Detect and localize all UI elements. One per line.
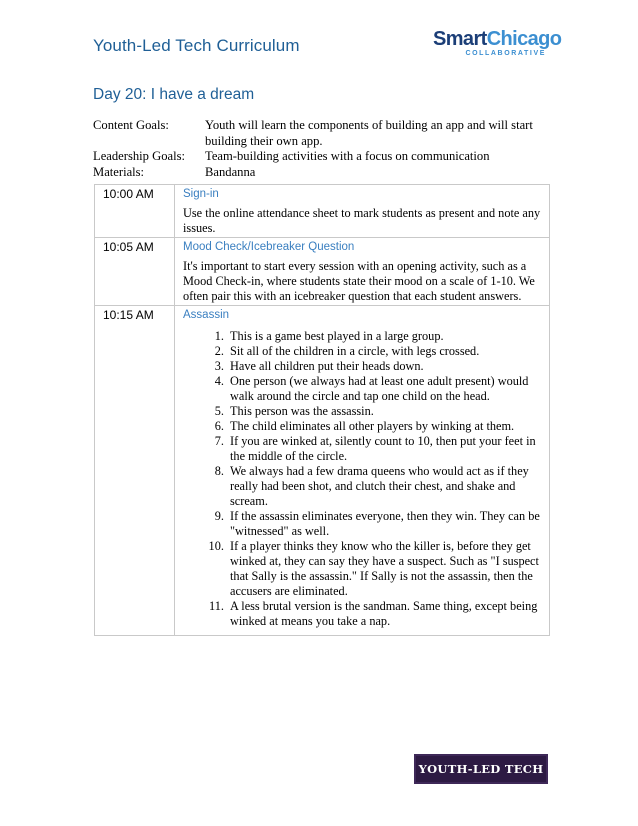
materials-value: Bandanna <box>205 164 256 179</box>
leadership-goals-row <box>93 149 563 165</box>
table-row <box>95 185 550 238</box>
materials-row <box>93 165 563 181</box>
logo-subtext: COLLABORATIVE <box>465 50 546 57</box>
list-item: 7. If you are winked at, silently count to 10, then put your feet in the middle of the circle. <box>227 434 543 464</box>
day-title: Day 20: I have a dream <box>93 86 255 103</box>
schedule-table <box>94 184 550 636</box>
content-goals-row <box>93 118 563 149</box>
activity-cell <box>175 306 550 636</box>
list-item: 8. We always had a few drama queens who would act as if they really had been shot, and clutch their chest, and shake and scream. <box>227 464 543 509</box>
list-item: 9. If the assassin eliminates everyone, then they win. They can be "witnessed" as well. <box>227 509 543 539</box>
logo-text-smart: Smart <box>433 28 487 50</box>
table-row <box>95 306 550 636</box>
content-goals-label: Content Goals: <box>93 118 169 132</box>
list-item: 11. A less brutal version is the sandman. Same thing, except being winked at means you take a nap. <box>227 599 543 629</box>
youth-led-tech-badge: YOUTH-LED TECH <box>414 754 548 784</box>
activity-description: Use the online attendance sheet to mark students as present and note any issues. <box>183 206 541 235</box>
content-goals-value: Youth will learn the components of building an app and will start building their own app. <box>205 118 533 148</box>
list-item: 3. Have all children put their heads down. <box>227 359 543 374</box>
activity-cell <box>175 185 550 238</box>
logo-text-chicago: Chicago <box>486 28 562 50</box>
list-item: 10. If a player thinks they know who the killer is, before they get winked at, they can say they have a suspect. Such as "I suspect that Sally is the assassin." If Sally is not the assassin, then the accusers are eliminated. <box>227 539 543 599</box>
table-row <box>95 238 550 306</box>
leadership-goals-label: Leadership Goals: <box>93 149 185 163</box>
activity-title: Sign-in <box>183 188 219 200</box>
document-title: Youth-Led Tech Curriculum <box>93 36 300 55</box>
time-cell: 10:00 AM <box>95 185 175 238</box>
smart-chicago-logo <box>433 28 562 64</box>
list-item: 2. Sit all of the children in a circle, with legs crossed. <box>227 344 543 359</box>
goals-section <box>93 118 563 180</box>
list-item: 5. This person was the assassin. <box>227 404 543 419</box>
time-cell: 10:05 AM <box>95 238 175 306</box>
activity-cell <box>175 238 550 306</box>
activity-title: Mood Check/Icebreaker Question <box>183 241 355 253</box>
activity-description: It's important to start every session with an opening activity, such as a Mood Check-in, where students state their mood on a scale of 1-10. We often pair this with an icebreaker question that each student answers. <box>183 259 535 303</box>
materials-label: Materials: <box>93 164 145 179</box>
leadership-goals-value: Team-building activities with a focus on communication <box>205 149 490 163</box>
list-item: 4. One person (we always had at least one adult present) would walk around the circle and tap one child on the head. <box>227 374 543 404</box>
list-item: 6. The child eliminates all other players by winking at them. <box>227 419 543 434</box>
activity-title: Assassin <box>183 309 230 321</box>
time-cell: 10:15 AM <box>95 306 175 636</box>
list-item: 1. This is a game best played in a large group. <box>227 329 543 344</box>
activity-steps-list <box>183 329 543 629</box>
